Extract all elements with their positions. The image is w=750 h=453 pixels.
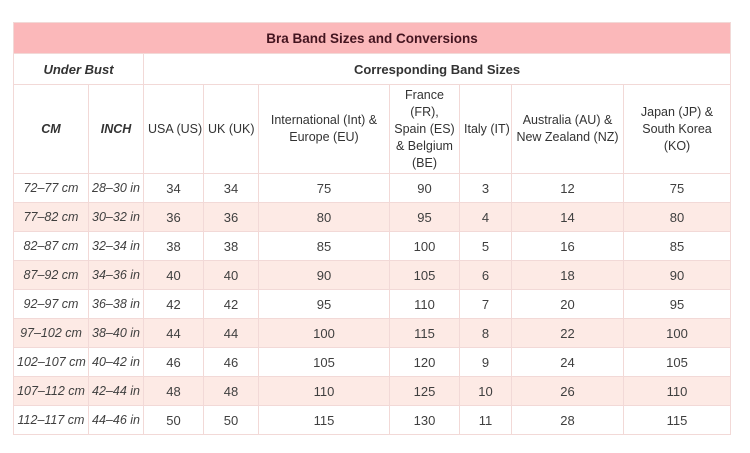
group-header-row bbox=[14, 54, 731, 85]
table-cell: 7 bbox=[460, 290, 512, 319]
table-cell: 4 bbox=[460, 203, 512, 232]
table-cell: 80 bbox=[624, 203, 731, 232]
table-cell: 102–107 cm bbox=[14, 348, 89, 377]
table-cell: 34–36 in bbox=[89, 261, 144, 290]
table-cell: 42 bbox=[144, 290, 204, 319]
table-cell: 5 bbox=[460, 232, 512, 261]
table-row bbox=[14, 232, 731, 261]
table-cell: 40–42 in bbox=[89, 348, 144, 377]
table-cell: 85 bbox=[624, 232, 731, 261]
table-cell: 44 bbox=[144, 319, 204, 348]
table-row bbox=[14, 203, 731, 232]
table-cell: 110 bbox=[624, 377, 731, 406]
table-cell: 130 bbox=[390, 406, 460, 435]
bra-band-size-table bbox=[13, 22, 731, 435]
table-cell: 75 bbox=[624, 174, 731, 203]
table-cell: 48 bbox=[204, 377, 259, 406]
table-cell: 28 bbox=[512, 406, 624, 435]
table-cell: 72–77 cm bbox=[14, 174, 89, 203]
table-cell: 90 bbox=[390, 174, 460, 203]
table-cell: 34 bbox=[144, 174, 204, 203]
table-cell: 80 bbox=[259, 203, 390, 232]
table-cell: 125 bbox=[390, 377, 460, 406]
table-cell: 95 bbox=[390, 203, 460, 232]
table-cell: 115 bbox=[390, 319, 460, 348]
table-cell: 10 bbox=[460, 377, 512, 406]
table-cell: 40 bbox=[144, 261, 204, 290]
table-cell: 100 bbox=[624, 319, 731, 348]
table-cell: 97–102 cm bbox=[14, 319, 89, 348]
table-cell: 20 bbox=[512, 290, 624, 319]
table-row bbox=[14, 348, 731, 377]
table-cell: 38–40 in bbox=[89, 319, 144, 348]
table-cell: 90 bbox=[624, 261, 731, 290]
table-cell: 46 bbox=[144, 348, 204, 377]
table-cell: 30–32 in bbox=[89, 203, 144, 232]
column-header-8: Australia (AU) & New Zealand (NZ) bbox=[512, 85, 624, 174]
table-cell: 105 bbox=[390, 261, 460, 290]
table-row bbox=[14, 174, 731, 203]
title-row bbox=[14, 23, 731, 54]
column-header-9: Japan (JP) & South Korea (KO) bbox=[624, 85, 731, 174]
table-cell: 115 bbox=[624, 406, 731, 435]
table-row bbox=[14, 377, 731, 406]
table-row bbox=[14, 406, 731, 435]
column-header-row bbox=[14, 85, 731, 174]
table-cell: 42–44 in bbox=[89, 377, 144, 406]
table-cell: 75 bbox=[259, 174, 390, 203]
table-cell: 100 bbox=[259, 319, 390, 348]
column-header-6: France (FR), Spain (ES) & Belgium (BE) bbox=[390, 85, 460, 174]
column-header-5: International (Int) & Europe (EU) bbox=[259, 85, 390, 174]
table-cell: 85 bbox=[259, 232, 390, 261]
table-cell: 34 bbox=[204, 174, 259, 203]
table-cell: 92–97 cm bbox=[14, 290, 89, 319]
table-cell: 9 bbox=[460, 348, 512, 377]
table-cell: 87–92 cm bbox=[14, 261, 89, 290]
table-cell: 6 bbox=[460, 261, 512, 290]
table-title: Bra Band Sizes and Conversions bbox=[14, 23, 731, 54]
table-row bbox=[14, 261, 731, 290]
table-cell: 50 bbox=[204, 406, 259, 435]
column-header-2: INCH bbox=[89, 85, 144, 174]
table-cell: 28–30 in bbox=[89, 174, 144, 203]
table-cell: 44–46 in bbox=[89, 406, 144, 435]
table-cell: 38 bbox=[144, 232, 204, 261]
table-cell: 36 bbox=[204, 203, 259, 232]
table-cell: 100 bbox=[390, 232, 460, 261]
table-cell: 110 bbox=[259, 377, 390, 406]
table-cell: 90 bbox=[259, 261, 390, 290]
table-cell: 32–34 in bbox=[89, 232, 144, 261]
table-cell: 95 bbox=[624, 290, 731, 319]
table-row bbox=[14, 319, 731, 348]
table-cell: 8 bbox=[460, 319, 512, 348]
table-cell: 82–87 cm bbox=[14, 232, 89, 261]
column-header-4: UK (UK) bbox=[204, 85, 259, 174]
table-cell: 40 bbox=[204, 261, 259, 290]
table-cell: 42 bbox=[204, 290, 259, 319]
table-cell: 26 bbox=[512, 377, 624, 406]
table-cell: 44 bbox=[204, 319, 259, 348]
table-cell: 14 bbox=[512, 203, 624, 232]
table-cell: 24 bbox=[512, 348, 624, 377]
table-cell: 11 bbox=[460, 406, 512, 435]
table-cell: 22 bbox=[512, 319, 624, 348]
table-cell: 110 bbox=[390, 290, 460, 319]
table-cell: 50 bbox=[144, 406, 204, 435]
table-cell: 3 bbox=[460, 174, 512, 203]
table-cell: 107–112 cm bbox=[14, 377, 89, 406]
table-cell: 120 bbox=[390, 348, 460, 377]
under-bust-header: Under Bust bbox=[14, 54, 144, 85]
table-cell: 36 bbox=[144, 203, 204, 232]
table-cell: 95 bbox=[259, 290, 390, 319]
table-cell: 112–117 cm bbox=[14, 406, 89, 435]
table-cell: 48 bbox=[144, 377, 204, 406]
table-cell: 18 bbox=[512, 261, 624, 290]
corresponding-band-sizes-header: Corresponding Band Sizes bbox=[144, 54, 731, 85]
table-cell: 77–82 cm bbox=[14, 203, 89, 232]
column-header-3: USA (US) bbox=[144, 85, 204, 174]
column-header-1: CM bbox=[14, 85, 89, 174]
table-row bbox=[14, 290, 731, 319]
table-cell: 16 bbox=[512, 232, 624, 261]
table-cell: 115 bbox=[259, 406, 390, 435]
table-cell: 105 bbox=[624, 348, 731, 377]
table-cell: 12 bbox=[512, 174, 624, 203]
band-table-body bbox=[14, 174, 731, 435]
table-cell: 46 bbox=[204, 348, 259, 377]
table-cell: 105 bbox=[259, 348, 390, 377]
table-cell: 36–38 in bbox=[89, 290, 144, 319]
column-header-7: Italy (IT) bbox=[460, 85, 512, 174]
table-cell: 38 bbox=[204, 232, 259, 261]
